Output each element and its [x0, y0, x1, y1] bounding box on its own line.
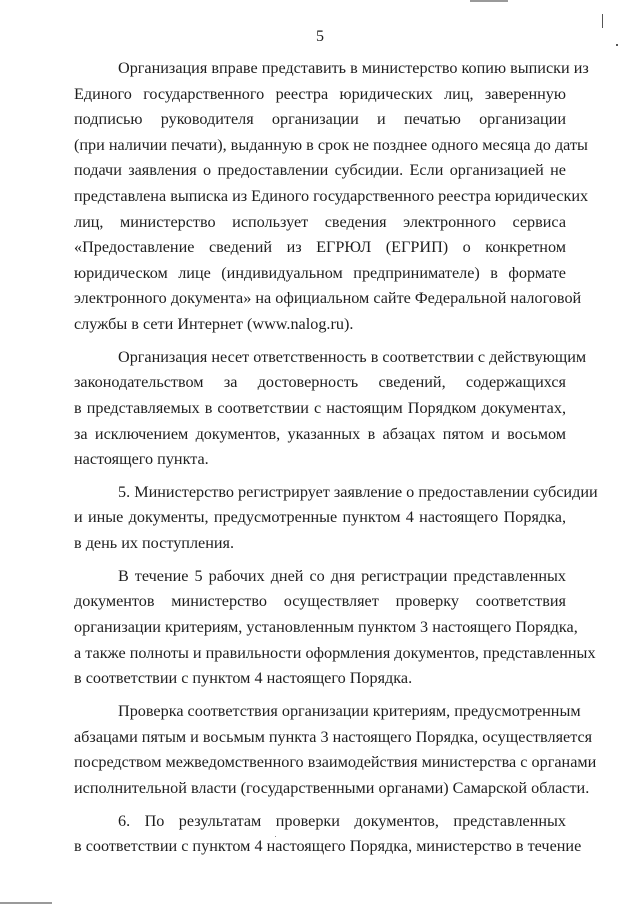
text-line: в соответствии с пунктом 4 настоящего Порядка, министерство в течение — [74, 837, 582, 856]
text-line: В течение 5 рабочих дней со дня регистрации представленных — [118, 566, 566, 585]
text-line: в день их поступления. — [74, 534, 235, 553]
text-line: «Предоставление сведений из ЕГРЮЛ (ЕГРИП) о конкретном — [74, 238, 566, 257]
scan-artifact-bottom-dot — [275, 836, 276, 837]
document-body — [74, 56, 598, 860]
text-line: посредством межведомственного взаимодействия министерства с органами — [74, 753, 597, 772]
text-line: представлена выписка из Единого государственного реестра юридических — [74, 186, 589, 205]
scan-artifact-top — [470, 0, 508, 2]
text-line: в соответствии с пунктом 4 настоящего Порядка. — [74, 669, 413, 688]
text-line: (при наличии печати), выданную в срок не позднее одного месяца до даты — [74, 135, 588, 154]
text-line: настоящего пункта. — [74, 450, 209, 469]
text-line: 5. Министерство регистрирует заявление о предоставлении субсидии — [118, 482, 598, 501]
text-line: Единого государственного реестра юридических лиц, заверенную — [74, 84, 566, 103]
text-line: а также полноты и правильности оформления документов, представленных — [74, 643, 596, 662]
text-line: за исключением документов, указанных в абзацах пятом и восьмом — [74, 424, 566, 443]
text-line: Организация вправе представить в министерство копию выписки из — [118, 59, 589, 77]
text-line: исполнительной власти (государственными органами) Самарской области. — [74, 778, 590, 797]
scan-artifact-bottom-line — [0, 902, 52, 904]
scan-artifact-right — [602, 14, 603, 28]
text-line: 6. По результатам проверки документов, представленных — [118, 811, 566, 830]
text-line: документов министерство осуществляет проверку соответствия — [74, 592, 566, 611]
text-line: в представляемых в соответствии с настоящим Порядком документах, — [74, 398, 566, 417]
page-number: 5 — [316, 28, 324, 45]
text-line: лиц, министерство использует сведения электронного сервиса — [74, 212, 566, 231]
text-line: службы в сети Интернет (www.nalog.ru). — [74, 314, 354, 333]
text-line: организации критериям, установленным пунктом 3 настоящего Порядка, — [74, 618, 578, 637]
text-line: подписью руководителя организации и печатью организации — [74, 110, 566, 129]
text-line: юридическом лице (индивидуальном предпринимателе) в формате — [74, 263, 566, 282]
text-line: Проверка соответствия организации критериям, предусмотренным — [118, 702, 581, 720]
text-line: законодательством за достоверность сведений, содержащихся — [74, 373, 566, 392]
text-line: абзацами пятым и восьмым пункта 3 настоящего Порядка, осуществляется — [74, 727, 593, 746]
text-line: электронного документа» на официальном сайте Федеральной налоговой — [74, 289, 582, 308]
text-line: Организация несет ответственность в соответствии с действующим — [118, 347, 587, 366]
text-line: подачи заявления о предоставлении субсидии. Если организацией не — [74, 161, 566, 180]
text-line: и иные документы, предусмотренные пунктом 4 настоящего Порядка, — [74, 508, 566, 527]
